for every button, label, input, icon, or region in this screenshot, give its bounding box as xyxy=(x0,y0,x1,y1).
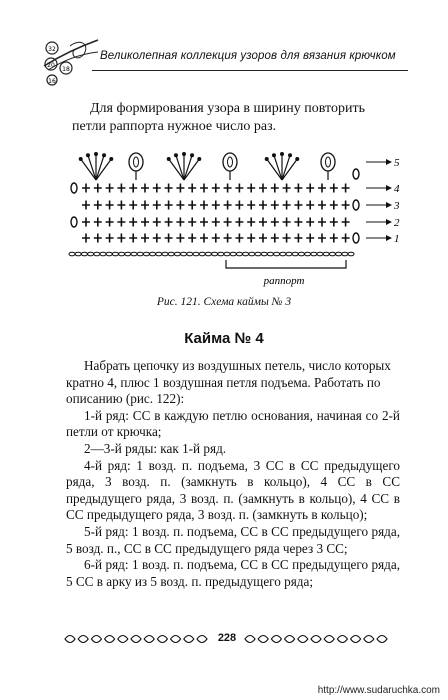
chain-stitch-symbol xyxy=(212,252,218,256)
chain-stitch-symbol xyxy=(323,252,329,256)
paragraph: Набрать цепочку из воздушных петель, число которых кратно 4, плюс 1 воздушная петля подъема. Работать по описанию (рис. 122): xyxy=(66,358,391,407)
single-crochet-symbol xyxy=(247,201,255,210)
single-crochet-symbol xyxy=(165,234,173,243)
single-crochet-symbol xyxy=(306,234,314,243)
intro-line-1: Для формирования узора в ширину повторить xyxy=(90,101,365,116)
single-crochet-symbol xyxy=(224,218,232,227)
ornament-loop xyxy=(78,636,88,643)
single-crochet-symbol xyxy=(306,201,314,210)
ornament-loop xyxy=(91,636,101,643)
picot-ring-symbol xyxy=(223,153,237,171)
single-crochet-symbol xyxy=(330,234,338,243)
single-crochet-symbol xyxy=(259,234,267,243)
chain-stitch-symbol xyxy=(353,200,359,210)
single-crochet-symbol xyxy=(153,184,161,193)
ornament-loop xyxy=(197,636,207,643)
chain-stitch-symbol xyxy=(286,252,292,256)
chain-stitch-symbol xyxy=(305,252,311,256)
single-crochet-symbol xyxy=(318,201,326,210)
single-crochet-symbol xyxy=(176,184,184,193)
chain-stitch-symbol xyxy=(261,252,267,256)
row-label-4: 4 xyxy=(394,183,400,195)
chain-stitch-symbol xyxy=(298,252,304,256)
single-crochet-symbol xyxy=(224,201,232,210)
single-crochet-symbol xyxy=(106,234,114,243)
paragraph: 4-й ряд: 1 возд. п. подъема, 3 СС в СС предыдущего ряда, 3 возд. п. (замкнуть в кольцо), 4 СС в СС предыдущего ряда, 3 возд. п. (замкнуть в кольцо), 4 СС в СС предыдущего ряда, 3 возд. п. (замкнуть в кольцо); xyxy=(66,457,400,523)
single-crochet-symbol xyxy=(188,184,196,193)
chain-stitch-symbol xyxy=(342,252,348,256)
single-crochet-symbol xyxy=(271,184,279,193)
single-crochet-symbol xyxy=(342,218,350,227)
fan-stitch-symbol xyxy=(184,159,199,180)
chain-stitch-symbol xyxy=(162,252,168,256)
single-crochet-symbol xyxy=(141,218,149,227)
fan-stitch-symbol xyxy=(274,155,282,180)
instructions xyxy=(66,358,400,590)
single-crochet-symbol xyxy=(200,201,208,210)
footer-ornament-right xyxy=(244,632,390,646)
single-crochet-symbol xyxy=(294,234,302,243)
single-crochet-symbol xyxy=(153,218,161,227)
paragraph: 6-й ряд: 1 возд. п. подъема, СС в СС предыдущего ряда, 5 СС в арку из 5 возд. п. предыдущего ряда; xyxy=(66,557,400,589)
picot-ring-symbol xyxy=(321,153,335,171)
chain-stitch-symbol xyxy=(236,252,242,256)
single-crochet-symbol xyxy=(176,234,184,243)
row-5-motifs xyxy=(79,152,335,180)
single-crochet-symbol xyxy=(330,201,338,210)
chain-stitch-symbol xyxy=(329,252,335,256)
single-crochet-symbol xyxy=(259,184,267,193)
single-crochet-symbol xyxy=(283,234,291,243)
chain-stitch-symbol xyxy=(243,252,249,256)
ornament-loop xyxy=(324,636,334,643)
chain-stitch-symbol xyxy=(137,252,143,256)
svg-text:18: 18 xyxy=(62,66,70,73)
chain-stitch-symbol xyxy=(317,252,323,256)
fan-stitch-symbol xyxy=(96,159,111,180)
ornament-loop xyxy=(157,636,167,643)
single-crochet-symbol xyxy=(330,184,338,193)
chain-stitch-symbol xyxy=(71,183,77,193)
chain-stitch-symbol xyxy=(174,252,180,256)
chain-stitch-symbol xyxy=(267,252,273,256)
rapport-label: раппорт xyxy=(263,275,305,287)
single-crochet-symbol xyxy=(82,218,90,227)
ornament-loop xyxy=(258,636,268,643)
single-crochet-symbol xyxy=(200,218,208,227)
single-crochet-symbol xyxy=(212,201,220,210)
chain-stitch-symbol xyxy=(168,252,174,256)
chain-stitch-symbol xyxy=(205,252,211,256)
single-crochet-symbol xyxy=(106,184,114,193)
chain-stitch-symbol xyxy=(187,252,193,256)
chain-stitch-symbol xyxy=(181,252,187,256)
single-crochet-symbol xyxy=(283,201,291,210)
row-label-5: 5 xyxy=(394,157,400,169)
chain-stitch-symbol xyxy=(353,233,359,243)
single-crochet-symbol xyxy=(330,218,338,227)
single-crochet-symbol xyxy=(259,218,267,227)
single-crochet-symbol xyxy=(342,234,350,243)
single-crochet-symbol xyxy=(176,218,184,227)
single-crochet-symbol xyxy=(212,218,220,227)
picot-ring-symbol xyxy=(129,153,143,171)
single-crochet-symbol xyxy=(235,218,243,227)
fan-stitch-symbol xyxy=(184,155,192,180)
single-crochet-symbol xyxy=(117,201,125,210)
single-crochet-symbol xyxy=(306,218,314,227)
section-heading: Кайма № 4 xyxy=(184,330,264,347)
single-crochet-symbol xyxy=(294,201,302,210)
chain-stitch-symbol xyxy=(100,252,106,256)
chain-stitch-symbol xyxy=(311,252,317,256)
svg-text:16: 16 xyxy=(48,78,56,85)
ornament-loop xyxy=(351,636,361,643)
chain-stitch-symbol xyxy=(125,252,131,256)
single-crochet-symbol xyxy=(94,218,102,227)
rapport-bracket xyxy=(226,260,346,268)
running-header: Великолепная коллекция узоров для вязания крючком xyxy=(100,50,396,62)
row-label-2: 2 xyxy=(394,217,400,229)
single-crochet-symbol xyxy=(259,201,267,210)
ornament-loop xyxy=(377,636,387,643)
single-crochet-symbol xyxy=(188,218,196,227)
single-crochet-symbol xyxy=(117,184,125,193)
paragraph: 1-й ряд: СС в каждую петлю основания, начиная со 2-й петли от крючка; xyxy=(66,407,400,440)
chain-stitch-symbol xyxy=(218,252,224,256)
intro-text xyxy=(72,100,402,136)
row-label-1: 1 xyxy=(394,233,400,245)
intro-line-2: петли раппорта нужное число раз. xyxy=(72,119,277,134)
single-crochet-symbol xyxy=(129,218,137,227)
single-crochet-symbol xyxy=(165,218,173,227)
paragraph: 5-й ряд: 1 возд. п. подъема, СС в СС предыдущего ряда, 5 возд. п., СС в СС предыдущего ряда через 3 СС; xyxy=(66,523,400,556)
single-crochet-symbol xyxy=(82,201,90,210)
single-crochet-symbol xyxy=(129,184,137,193)
foundation-chain xyxy=(69,252,354,256)
single-crochet-symbol xyxy=(235,234,243,243)
fan-stitch-symbol xyxy=(88,155,96,180)
single-crochet-symbol xyxy=(94,234,102,243)
ornament-loop xyxy=(285,636,295,643)
single-crochet-symbol xyxy=(165,201,173,210)
ornament-loop xyxy=(144,636,154,643)
single-crochet-symbol xyxy=(165,184,173,193)
single-crochet-symbol xyxy=(271,234,279,243)
chain-stitch-symbol xyxy=(292,252,298,256)
single-crochet-symbol xyxy=(129,201,137,210)
single-crochet-symbol xyxy=(294,218,302,227)
single-crochet-symbol xyxy=(188,201,196,210)
single-crochet-symbol xyxy=(318,184,326,193)
single-crochet-symbol xyxy=(283,218,291,227)
paragraph: 2—3-й ряды: как 1-й ряд. xyxy=(84,440,227,456)
figure-caption: Рис. 121. Схема каймы № 3 xyxy=(156,296,292,308)
single-crochet-symbol xyxy=(94,184,102,193)
chain-stitch-symbol xyxy=(143,252,149,256)
fan-stitch-symbol xyxy=(96,155,104,180)
single-crochet-symbol xyxy=(342,201,350,210)
single-crochet-symbol xyxy=(318,234,326,243)
single-crochet-symbol xyxy=(94,201,102,210)
single-crochet-symbol xyxy=(117,234,125,243)
chain-stitch-symbol xyxy=(81,252,87,256)
row-number-labels xyxy=(366,157,400,245)
watermark-url: http://www.sudaruchka.com xyxy=(317,685,440,696)
fan-stitch-symbol xyxy=(176,155,184,180)
single-crochet-symbol xyxy=(188,234,196,243)
single-crochet-symbol xyxy=(82,234,90,243)
ornament-loop xyxy=(105,636,115,643)
single-crochet-symbol xyxy=(141,234,149,243)
single-crochet-symbol xyxy=(235,184,243,193)
ornament-loop xyxy=(171,636,181,643)
ornament-loop xyxy=(65,636,75,643)
single-crochet-symbol xyxy=(247,184,255,193)
chain-stitch-symbol xyxy=(249,252,255,256)
single-crochet-symbol xyxy=(224,184,232,193)
footer-ornament-left xyxy=(64,632,210,646)
single-crochet-symbol xyxy=(141,184,149,193)
chain-stitch-symbol xyxy=(224,252,230,256)
chain-stitch-symbol xyxy=(119,252,125,256)
ornament-loop xyxy=(271,636,281,643)
needle-thread-icon xyxy=(40,36,100,92)
chain-stitch-symbol xyxy=(353,169,359,179)
single-crochet-symbol xyxy=(283,184,291,193)
single-crochet-symbol xyxy=(153,201,161,210)
single-crochet-symbol xyxy=(141,201,149,210)
ornament-loop xyxy=(364,636,374,643)
single-crochet-symbol xyxy=(306,184,314,193)
chain-stitch-symbol xyxy=(106,252,112,256)
fan-stitch-symbol xyxy=(267,159,282,180)
single-crochet-symbol xyxy=(247,234,255,243)
chain-stitch-symbol xyxy=(156,252,162,256)
single-crochet-symbol xyxy=(294,184,302,193)
chain-stitch-symbol xyxy=(131,252,137,256)
ornament-loop xyxy=(245,636,255,643)
ornament-loop xyxy=(311,636,321,643)
single-crochet-symbol xyxy=(271,218,279,227)
chain-stitch-symbol xyxy=(274,252,280,256)
fan-stitch-symbol xyxy=(282,155,290,180)
single-crochet-symbol xyxy=(117,218,125,227)
chain-stitch-symbol xyxy=(280,252,286,256)
chain-stitch-symbol xyxy=(199,252,205,256)
chain-stitch-symbol xyxy=(88,252,94,256)
single-crochet-symbol xyxy=(129,234,137,243)
single-crochet-symbol xyxy=(200,234,208,243)
single-crochet-symbol xyxy=(82,184,90,193)
sc-rows xyxy=(82,184,350,243)
svg-text:32: 32 xyxy=(48,46,56,53)
chain-stitch-symbol xyxy=(255,252,261,256)
chain-stitch-symbol xyxy=(75,252,81,256)
crochet-scheme xyxy=(60,132,410,292)
chain-stitch-symbol xyxy=(230,252,236,256)
ornament-loop xyxy=(184,636,194,643)
ornament-loop xyxy=(337,636,347,643)
chain-stitch-symbol xyxy=(150,252,156,256)
single-crochet-symbol xyxy=(106,218,114,227)
single-crochet-symbol xyxy=(235,201,243,210)
svg-text:20: 20 xyxy=(47,62,55,69)
row-label-3: 3 xyxy=(394,200,400,212)
single-crochet-symbol xyxy=(342,184,350,193)
single-crochet-symbol xyxy=(200,184,208,193)
fan-stitch-symbol xyxy=(169,159,184,180)
fan-stitch-symbol xyxy=(81,159,96,180)
single-crochet-symbol xyxy=(176,201,184,210)
single-crochet-symbol xyxy=(153,234,161,243)
chain-stitch-symbol xyxy=(336,252,342,256)
chain-stitch-symbol xyxy=(112,252,118,256)
chain-stitch-symbol xyxy=(348,252,354,256)
single-crochet-symbol xyxy=(247,218,255,227)
header-rule xyxy=(92,70,408,71)
chain-stitch-symbol xyxy=(71,217,77,227)
fan-stitch-symbol xyxy=(282,159,297,180)
single-crochet-symbol xyxy=(271,201,279,210)
single-crochet-symbol xyxy=(106,201,114,210)
single-crochet-symbol xyxy=(212,234,220,243)
chain-stitch-symbol xyxy=(69,252,75,256)
chain-stitch-symbol xyxy=(94,252,100,256)
ornament-loop xyxy=(118,636,128,643)
chain-stitch-symbol xyxy=(193,252,199,256)
single-crochet-symbol xyxy=(212,184,220,193)
page-number: 228 xyxy=(217,632,237,644)
ornament-loop xyxy=(131,636,141,643)
single-crochet-symbol xyxy=(224,234,232,243)
ornament-loop xyxy=(298,636,308,643)
single-crochet-symbol xyxy=(318,218,326,227)
